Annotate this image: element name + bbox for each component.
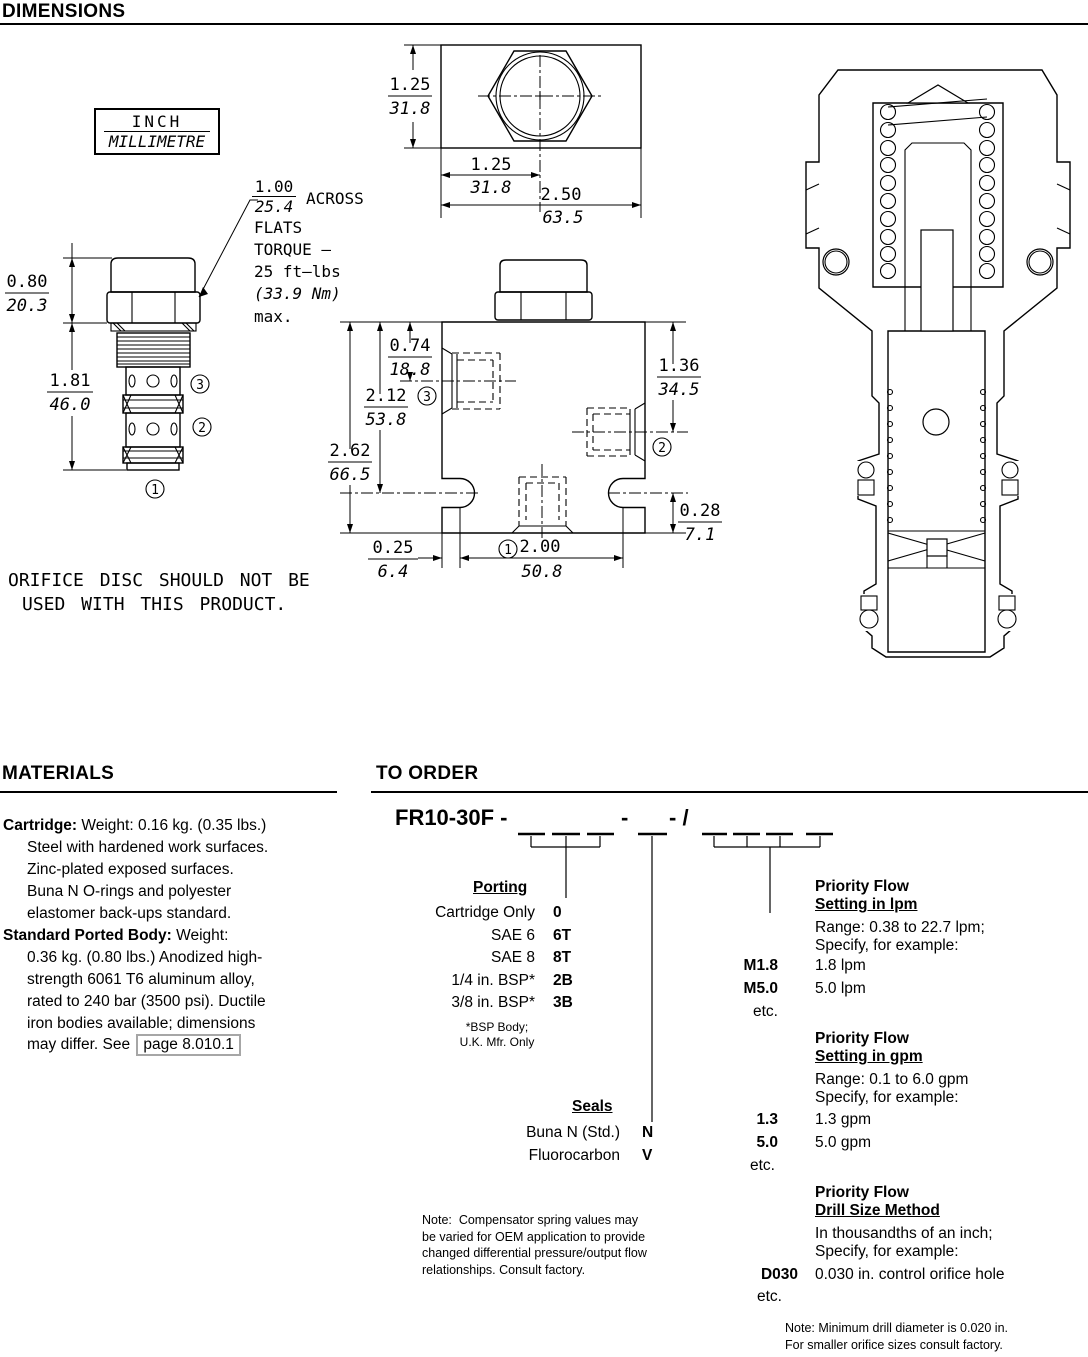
drill-note: Note: Minimum drill diameter is 0.020 in. For smaller orifice sizes consult factory. <box>785 1321 1008 1352</box>
gpm-label: 5.0 gpm <box>815 1134 872 1151</box>
porting-row: 1/4 in. BSP* 2B <box>451 971 573 989</box>
unit-millimetre: MILLIMETRE <box>108 132 206 151</box>
dim-body-port2-mm: 34.5 <box>658 380 700 400</box>
drill-range: In thousandths of an inch; <box>815 1225 993 1242</box>
dim-body-slot-in: 2.12 <box>365 386 407 406</box>
order-code-sep1: - <box>621 805 629 830</box>
lpm-label: 5.0 lpm <box>815 980 866 997</box>
unit-legend-box <box>94 108 220 155</box>
dim-cart-hex-mm: 20.3 <box>6 296 48 316</box>
materials-line: Zinc-plated exposed surfaces. <box>27 861 234 878</box>
porting-row: SAE 8 8T <box>491 949 572 967</box>
title-rule <box>0 23 1088 25</box>
dim-cart-len-mm: 46.0 <box>49 395 91 415</box>
materials-line: Steel with hardened work surfaces. <box>27 839 269 856</box>
svg-text:1: 1 <box>504 543 512 558</box>
lpm-heading2: Setting in lpm <box>815 896 918 913</box>
orifice-note-line2: USED WITH THIS PRODUCT. <box>22 594 287 615</box>
materials-line: Buna N O-rings and polyester <box>27 883 232 900</box>
dim-body-height-mm: 66.5 <box>329 465 371 485</box>
gpm-heading1: Priority Flow <box>815 1030 909 1047</box>
lpm-heading1: Priority Flow <box>815 878 909 895</box>
svg-text:2: 2 <box>198 421 206 436</box>
drill-specify: Specify, for example: <box>815 1243 959 1260</box>
svg-text:1: 1 <box>151 483 159 498</box>
dim-topview-height-in: 1.25 <box>389 75 431 95</box>
torque-note: 1.00 25.4 ACROSS FLATS TORQUE – 25 ft–lbs (33.9 Nm) max. <box>254 177 364 326</box>
dim-topview-height-mm: 31.8 <box>389 99 431 119</box>
dim-topview-width-in: 2.50 <box>540 185 582 205</box>
to-order-title: TO ORDER <box>376 763 479 784</box>
flats-fraction: 1.00 25.4 <box>252 177 296 216</box>
porting-footnote: *BSP Body; U.K. Mfr. Only <box>459 1020 535 1049</box>
drill-heading2: Drill Size Method <box>815 1202 940 1219</box>
drill-etc: etc. <box>757 1288 782 1305</box>
page-title: DIMENSIONS <box>2 1 126 22</box>
gpm-specify: Specify, for example: <box>815 1089 959 1106</box>
svg-text:2: 2 <box>658 441 666 456</box>
materials-line: elastomer back-ups standard. <box>27 905 232 922</box>
spring-note: Note: Compensator spring values may be varied for OEM application to provide changed differential pressure/output flow relationships. Consult factory. <box>422 1213 647 1277</box>
porting-row: Cartridge Only 0 <box>435 904 562 921</box>
order-code-sep2: - / <box>669 805 689 830</box>
order-code-prefix: FR10-30F - <box>395 805 508 830</box>
dim-cart-hex-in: 0.80 <box>6 272 48 292</box>
dim-body-base-mm: 7.1 <box>684 525 716 545</box>
page-link[interactable]: page 8.010.1 <box>136 1034 241 1056</box>
seals-row: Buna N (Std.) N <box>526 1124 654 1141</box>
dim-body-edge-in: 0.25 <box>372 538 414 558</box>
svg-text:3: 3 <box>196 378 204 393</box>
seals-row: Fluorocarbon V <box>528 1147 653 1164</box>
dim-body-edge-mm: 6.4 <box>377 562 409 582</box>
materials-line: 0.36 kg. (0.80 lbs.) Anodized high- <box>27 949 263 966</box>
dim-topview-center-mm: 31.8 <box>470 178 512 198</box>
gpm-code: 5.0 <box>756 1134 778 1151</box>
seals-list <box>480 1121 670 1167</box>
lpm-specify: Specify, for example: <box>815 937 959 954</box>
porting-list <box>410 902 590 1015</box>
materials-line: strength 6061 T6 aluminum alloy, <box>27 971 255 988</box>
gpm-range: Range: 0.1 to 6.0 gpm <box>815 1071 969 1088</box>
dim-body-slots-in: 2.00 <box>519 537 561 557</box>
dim-body-slots-mm: 50.8 <box>521 562 563 582</box>
drill-code: D030 <box>760 1266 798 1283</box>
lpm-code: M1.8 <box>743 957 778 974</box>
svg-text:3: 3 <box>423 390 431 405</box>
dim-body-port3-in: 0.74 <box>389 336 431 356</box>
dim-topview-center-in: 1.25 <box>470 155 512 175</box>
dim-body-port2-in: 1.36 <box>658 356 700 376</box>
materials-body-head: Standard Ported Body: Weight: <box>3 927 229 944</box>
materials-cartridge-head: Cartridge: Weight: 0.16 kg. (0.35 lbs.) <box>3 817 267 834</box>
dim-body-slot-mm: 53.8 <box>365 410 407 430</box>
dim-cart-len-in: 1.81 <box>49 371 91 391</box>
gpm-heading2: Setting in gpm <box>815 1048 923 1065</box>
dim-body-port3-mm: 18.8 <box>389 360 431 380</box>
dim-body-base-in: 0.28 <box>679 501 721 521</box>
materials-line: rated to 240 bar (3500 psi). Ductile <box>27 993 266 1010</box>
seals-heading: Seals <box>572 1098 613 1115</box>
dim-body-height-in: 2.62 <box>329 441 371 461</box>
lpm-etc: etc. <box>753 1003 778 1020</box>
orifice-note-line1: ORIFICE DISC SHOULD NOT BE <box>8 570 310 591</box>
drill-heading1: Priority Flow <box>815 1184 909 1201</box>
porting-heading: Porting <box>473 879 528 896</box>
materials-title: MATERIALS <box>2 763 115 784</box>
dim-topview-width-mm: 63.5 <box>542 208 584 228</box>
porting-row: SAE 6 6T <box>491 926 572 944</box>
gpm-label: 1.3 gpm <box>815 1111 872 1128</box>
gpm-code: 1.3 <box>756 1111 778 1128</box>
lpm-code: M5.0 <box>743 980 778 997</box>
materials-line: iron bodies available; dimensions <box>27 1015 256 1032</box>
to-order-rule <box>371 791 1088 793</box>
lpm-label: 1.8 lpm <box>815 957 866 974</box>
unit-inch: INCH <box>104 112 210 132</box>
materials-rule <box>0 791 337 793</box>
drill-label: 0.030 in. control orifice hole <box>815 1266 1005 1283</box>
lpm-range: Range: 0.38 to 22.7 lpm; <box>815 919 985 936</box>
materials-last-line: may differ. See page 8.010.1 <box>27 1034 241 1056</box>
porting-row: 3/8 in. BSP* 3B <box>451 994 573 1012</box>
gpm-etc: etc. <box>750 1157 775 1174</box>
